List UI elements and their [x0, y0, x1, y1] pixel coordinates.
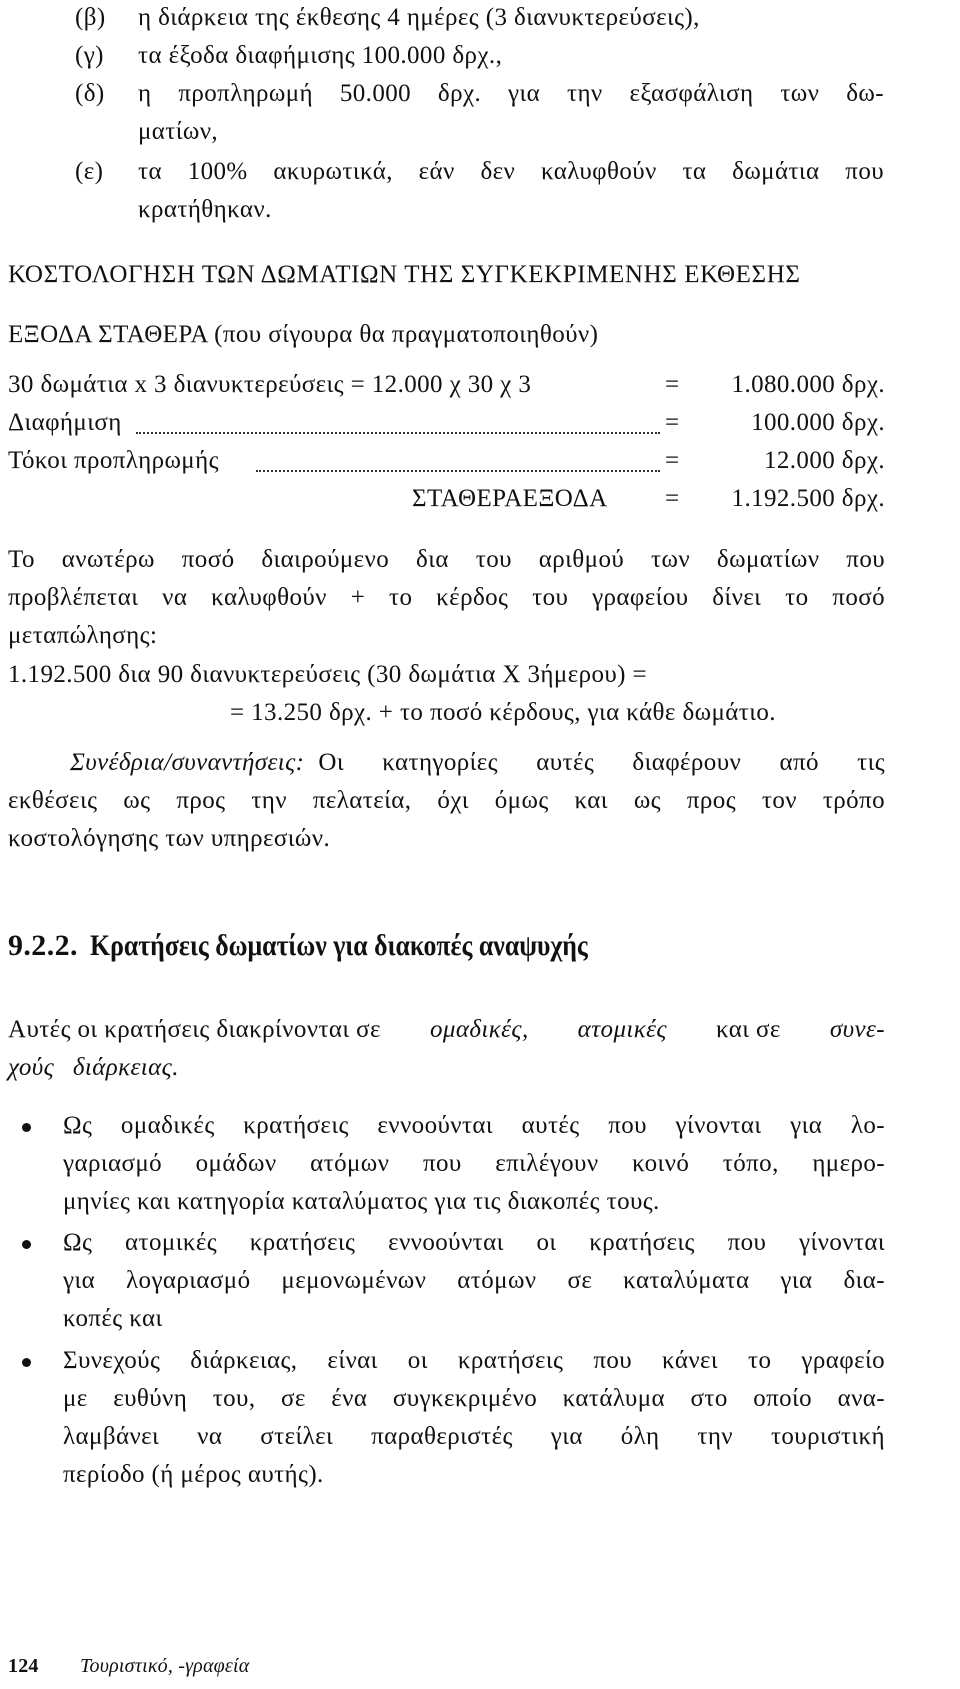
meetings-text-1: Οι κατηγορίες αυτές διαφέρουν από τις	[318, 749, 885, 776]
bullet-3-line4: περίοδο (ή μέρος αυτής).	[63, 1461, 324, 1488]
section-title: Κρατήσεις δωματίων για διακοπές αναψυχής	[90, 929, 588, 962]
bullet-3-line2: με ευθύνη του, σε ένα συγκεκριμένο κατάλυμα στο οποίο ανα-	[63, 1385, 885, 1412]
list-text-b: η διάρκεια της έκθεσης 4 ημέρες (3 διανυκτερεύσεις),	[138, 4, 700, 31]
intro-group-term: ομαδικές,	[430, 1016, 529, 1043]
section-number: 9.2.2.	[8, 929, 78, 962]
cost-row-rooms-eq: =	[665, 371, 680, 398]
list-marker-b: (β)	[75, 4, 106, 31]
bullet-2-line1: Ως ατομικές κρατήσεις εννοούνται οι κρατήσεις που γίνονται	[63, 1229, 885, 1256]
cost-row-interest-amount: 12.000 δρχ.	[763, 447, 885, 474]
bullet-dot-icon	[22, 1123, 31, 1132]
cost-row-advertising-amount: 100.000 δρχ.	[751, 409, 885, 436]
cost-row-advertising-label: Διαφήμιση	[8, 409, 122, 436]
running-title: Τουριστικό, -γραφεία	[80, 1655, 250, 1677]
meetings-line2: εκθέσεις ως προς την πελατεία, όχι όμως και ως προς τον τρόπο	[8, 787, 885, 814]
list-text-c: τα έξοδα διαφήμισης 100.000 δρχ.,	[138, 42, 503, 69]
leader-dots	[256, 470, 660, 472]
list-text-e-line1: τα 100% ακυρωτικά, εάν δεν καλυφθούν τα δωμάτια που	[138, 158, 884, 185]
intro-line1	[8, 1015, 885, 1045]
fixed-costs-total-eq: =	[665, 485, 680, 512]
intro-continuous-term: συνε-	[829, 1016, 885, 1043]
intro-and-in: και σε	[716, 1016, 781, 1043]
page-number: 124	[8, 1655, 39, 1677]
intro-individual-term: ατομικές	[577, 1016, 667, 1043]
cost-row-interest-eq: =	[665, 447, 680, 474]
cost-row-rooms-amount: 1.080.000 δρχ.	[731, 371, 885, 398]
list-marker-d: (δ)	[75, 80, 105, 107]
fixed-costs-title: ΕΞΟΔΑ ΣΤΑΘΕΡΑ (που σίγουρα θα πραγματοποιηθούν)	[8, 321, 599, 348]
list-text-d-line1: η προπληρωμή 50.000 δρχ. για την εξασφάλιση των δω-	[138, 80, 884, 107]
bullet-1-line1: Ως ομαδικές κρατήσεις εννοούνται αυτές που γίνονται για λο-	[63, 1112, 885, 1139]
bullet-3-line1: Συνεχούς διάρκειας, είναι οι κρατήσεις που κάνει το γραφείο	[63, 1347, 885, 1374]
cost-row-interest-label: Τόκοι προπληρωμής	[8, 447, 219, 474]
list-text-d-line2: ματίων,	[138, 118, 219, 145]
meetings-label: Συνέδρια/συναντήσεις:	[70, 749, 305, 776]
bullet-2-line3: κοπές και	[63, 1305, 163, 1332]
list-text-e-line2: κρατήθηκαν.	[138, 196, 272, 223]
cost-row-advertising-eq: =	[665, 409, 680, 436]
bullet-3-line3: λαμβάνει να στείλει παραθεριστές για όλη την τουριστική	[63, 1423, 885, 1450]
list-marker-e: (ε)	[75, 158, 104, 185]
bullet-1-line2: γαριασμό ομάδων ατόμων που επιλέγουν κοινό τόπο, ημερο-	[63, 1150, 885, 1177]
resale-paragraph-line3: μεταπώλησης:	[8, 622, 158, 649]
cost-row-rooms-label: 30 δωμάτια x 3 διανυκτερεύσεις = 12.000 χ 30 χ 3	[8, 371, 532, 398]
leader-dots	[136, 432, 660, 434]
intro-line2: χούς διάρκειας.	[8, 1054, 179, 1081]
calculation-line-1: 1.192.500 δια 90 διανυκτερεύσεις (30 δωμάτια Χ 3ήμερου) =	[8, 661, 648, 688]
bullet-dot-icon	[22, 1358, 31, 1367]
fixed-costs-total-label: ΣΤΑΘΕΡΑΕΞΟΔΑ	[412, 485, 608, 512]
bullet-1-line3: μηνίες και κατηγορία καταλύματος για τις διακοπές τους.	[63, 1188, 660, 1215]
meetings-line1	[70, 748, 885, 778]
resale-paragraph-line1: Το ανωτέρω ποσό διαιρούμενο δια του αριθμού των δωματίων που	[8, 546, 885, 573]
fixed-costs-total-amount: 1.192.500 δρχ.	[731, 485, 885, 512]
calculation-line-2: = 13.250 δρχ. + το ποσό κέρδους, για κάθε δωμάτιο.	[230, 699, 776, 726]
bullet-2-line2: για λογαριασμό μεμονωμένων ατόμων σε καταλύματα για δια-	[63, 1267, 885, 1294]
intro-text: Αυτές οι κρατήσεις διακρίνονται σε	[8, 1016, 381, 1043]
resale-paragraph-line2: προβλέπεται να καλυφθούν + το κέρδος του γραφείου δίνει το ποσό	[8, 584, 885, 611]
list-marker-c: (γ)	[75, 42, 104, 69]
meetings-line3: κοστολόγησης των υπηρεσιών.	[8, 825, 331, 852]
bullet-dot-icon	[22, 1240, 31, 1249]
costing-title: ΚΟΣΤΟΛΟΓΗΣΗ ΤΩΝ ΔΩΜΑΤΙΩΝ ΤΗΣ ΣΥΓΚΕΚΡΙΜΕΝΗΣ ΕΚΘΕΣΗΣ	[8, 261, 801, 288]
